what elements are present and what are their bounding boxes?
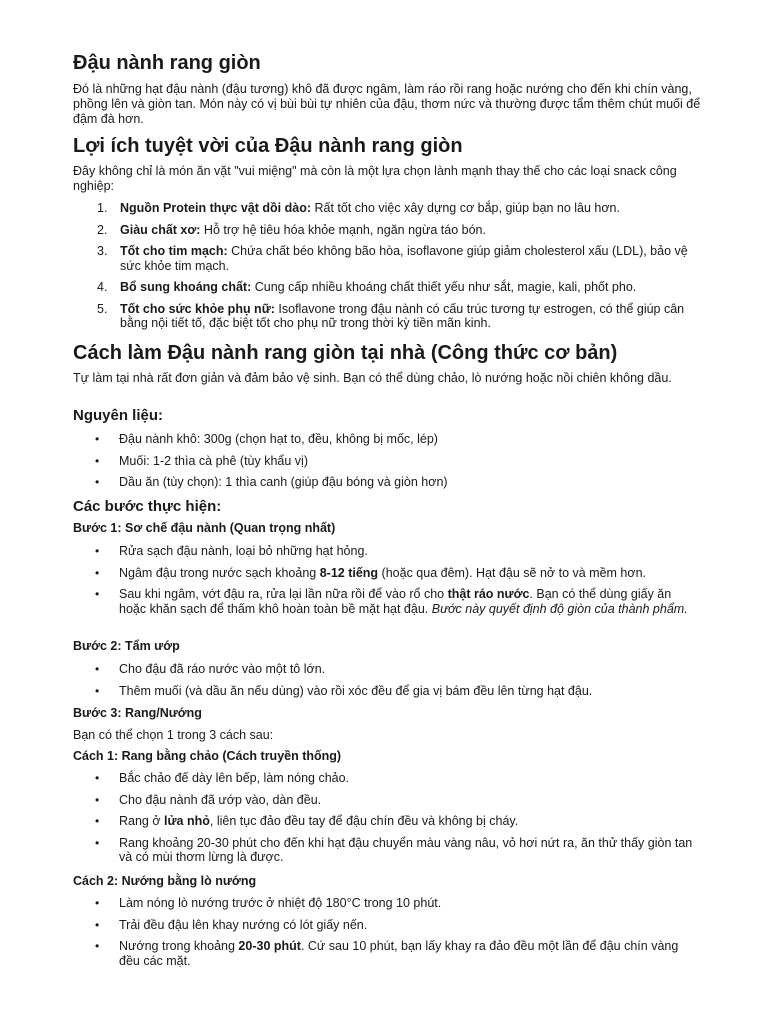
bullet: • <box>95 896 100 910</box>
list-number: 5. <box>97 301 108 316</box>
page-title: Đậu nành rang giòn <box>73 52 261 74</box>
method2-heading: Cách 2: Nướng bằng lò nướng <box>73 874 257 888</box>
method1-list <box>73 771 693 865</box>
bullet: • <box>95 662 100 676</box>
recipe-intro: Tự làm tại nhà rất đơn giản và đảm bảo vệ sinh. Bạn có thể dùng chảo, lò nướng hoặc nồi chiên không dầu. <box>73 371 672 385</box>
list-item: • Nướng trong khoảng 20-30 phút. Cứ sau 10 phút, bạn lấy khay ra đảo đều một lần để đậu chín vàng đều các mặt. <box>95 939 679 968</box>
list-item: • Cho đậu đã ráo nước vào một tô lớn. <box>95 662 326 676</box>
benefit-title: Tốt cho sức khỏe phụ nữ: <box>120 301 275 316</box>
step3-intro: Bạn có thể chọn 1 trong 3 cách sau: <box>73 728 274 742</box>
list-number: 2. <box>97 222 108 237</box>
benefits-intro: Đây không chỉ là món ăn vặt "vui miệng" mà còn là một lựa chọn lành mạnh thay thế cho các loại snack công nghiệp: <box>73 164 677 193</box>
list-item: • Sau khi ngâm, vớt đậu ra, rửa lại lần nữa rồi để vào rổ cho thật ráo nước. Bạn có thể dùng giấy ăn hoặc khăn sạch để thấm khô hoàn toàn bề mặt hạt đậu. Bước này quyết định độ giòn của thành phẩm. <box>95 587 688 616</box>
benefits-list <box>73 201 693 331</box>
recipe-heading: Cách làm Đậu nành rang giòn tại nhà (Công thức cơ bản) <box>73 342 618 364</box>
list-item: • Muối: 1-2 thìa cà phê (tùy khẩu vị) <box>95 453 308 468</box>
bullet: • <box>95 939 100 953</box>
bullet: • <box>95 792 100 807</box>
benefit-title: Tốt cho tim mạch: <box>120 244 228 258</box>
list-number: 3. <box>97 244 108 258</box>
step2-heading: Bước 2: Tẩm ướp <box>73 639 180 653</box>
ingredients-heading: Nguyên liệu: <box>73 407 164 424</box>
benefit-text: Rất tốt cho việc xây dựng cơ bắp, giúp bạn no lâu hơn. <box>311 201 620 215</box>
benefit-title: Giàu chất xơ: <box>120 222 201 237</box>
bullet: • <box>95 565 100 580</box>
steps-heading: Các bước thực hiện: <box>73 498 222 515</box>
bullet: • <box>95 771 100 785</box>
bullet: • <box>95 453 100 468</box>
list-item: • Bắc chảo đế dày lên bếp, làm nóng chảo. <box>95 771 350 785</box>
list-item <box>73 223 693 238</box>
list-item: • Dầu ăn (tùy chọn): 1 thìa canh (giúp đậu bóng và giòn hơn) <box>95 475 448 489</box>
step1-list <box>73 544 693 616</box>
bullet: • <box>95 544 100 558</box>
benefit-text: Isoflavone trong đậu nành có cấu trúc tương tự estrogen, có thể giúp cân bằng nội tiết tố, đặc biệt tốt cho phụ nữ trong thời kỳ tiền mãn kinh. <box>120 301 685 330</box>
list-number: 4. <box>97 280 108 294</box>
list-item: • Thêm muối (và dầu ăn nếu dùng) vào rồi xóc đều để gia vị bám đều lên từng hạt đậu. <box>95 683 593 698</box>
list-item: • Làm nóng lò nướng trước ở nhiệt độ 180°C trong 10 phút. <box>95 896 442 910</box>
list-item: • Rang ở lửa nhỏ, liên tục đảo đều tay để đậu chín đều và không bị cháy. <box>95 814 519 828</box>
bullet: • <box>95 917 100 932</box>
list-item: • Đậu nành khô: 300g (chọn hạt to, đều, không bị mốc, lép) <box>95 432 438 446</box>
benefit-text: Cung cấp nhiều khoáng chất thiết yếu như sắt, magie, kali, phốt pho. <box>251 280 637 294</box>
bullet: • <box>95 835 100 850</box>
benefit-title: Bổ sung khoáng chất: <box>120 280 252 294</box>
ingredients-list <box>73 432 693 490</box>
list-item: • Rửa sạch đậu nành, loại bỏ những hạt hỏng. <box>95 544 368 558</box>
method2-list <box>73 896 693 968</box>
bullet: • <box>95 587 100 601</box>
bullet: • <box>95 814 100 828</box>
benefit-text: Chứa chất béo không bão hòa, isoflavone giúp giảm cholesterol xấu (LDL), bảo vệ sức khỏe tim mạch. <box>120 244 688 273</box>
list-item: • Ngâm đậu trong nước sạch khoảng 8-12 tiếng (hoặc qua đêm). Hạt đậu sẽ nở to và mềm hơn. <box>95 565 646 580</box>
list-item: • Cho đậu nành đã ướp vào, dàn đều. <box>95 792 322 807</box>
step1-heading: Bước 1: Sơ chế đậu nành (Quan trọng nhất) <box>73 521 336 535</box>
list-number: 1. <box>97 201 108 215</box>
list-item <box>73 280 693 295</box>
method1-heading: Cách 1: Rang bằng chảo (Cách truyền thống) <box>73 749 342 763</box>
bullet: • <box>95 683 100 698</box>
benefit-text: Hỗ trợ hệ tiêu hóa khỏe mạnh, ngăn ngừa táo bón. <box>200 222 486 237</box>
bullet: • <box>95 432 100 446</box>
list-item <box>73 201 693 216</box>
list-item: • Trải đều đậu lên khay nướng có lót giấy nến. <box>95 917 368 932</box>
step3-heading: Bước 3: Rang/Nướng <box>73 706 202 720</box>
bullet: • <box>95 475 100 489</box>
benefit-title: Nguồn Protein thực vật dồi dào: <box>120 201 311 215</box>
benefits-heading: Lợi ích tuyệt vời của Đậu nành rang giòn <box>73 135 463 157</box>
step2-list <box>73 662 693 698</box>
list-item <box>73 302 693 331</box>
list-item <box>73 244 693 273</box>
list-item: • Rang khoảng 20-30 phút cho đến khi hạt đậu chuyển màu vàng nâu, vỏ hơi nứt ra, ăn thử thấy giòn tan và có mùi thơm lừng là được. <box>95 835 693 864</box>
intro-paragraph: Đó là những hạt đậu nành (đậu tương) khô đã được ngâm, làm ráo rồi rang hoặc nướng cho đến khi chín vàng, phồng lên và giòn tan. Món này có vị bùi bùi tự nhiên của đậu, thơm nức và thường được tẩm thêm chút muối để đậm đà hơn. <box>73 82 701 126</box>
